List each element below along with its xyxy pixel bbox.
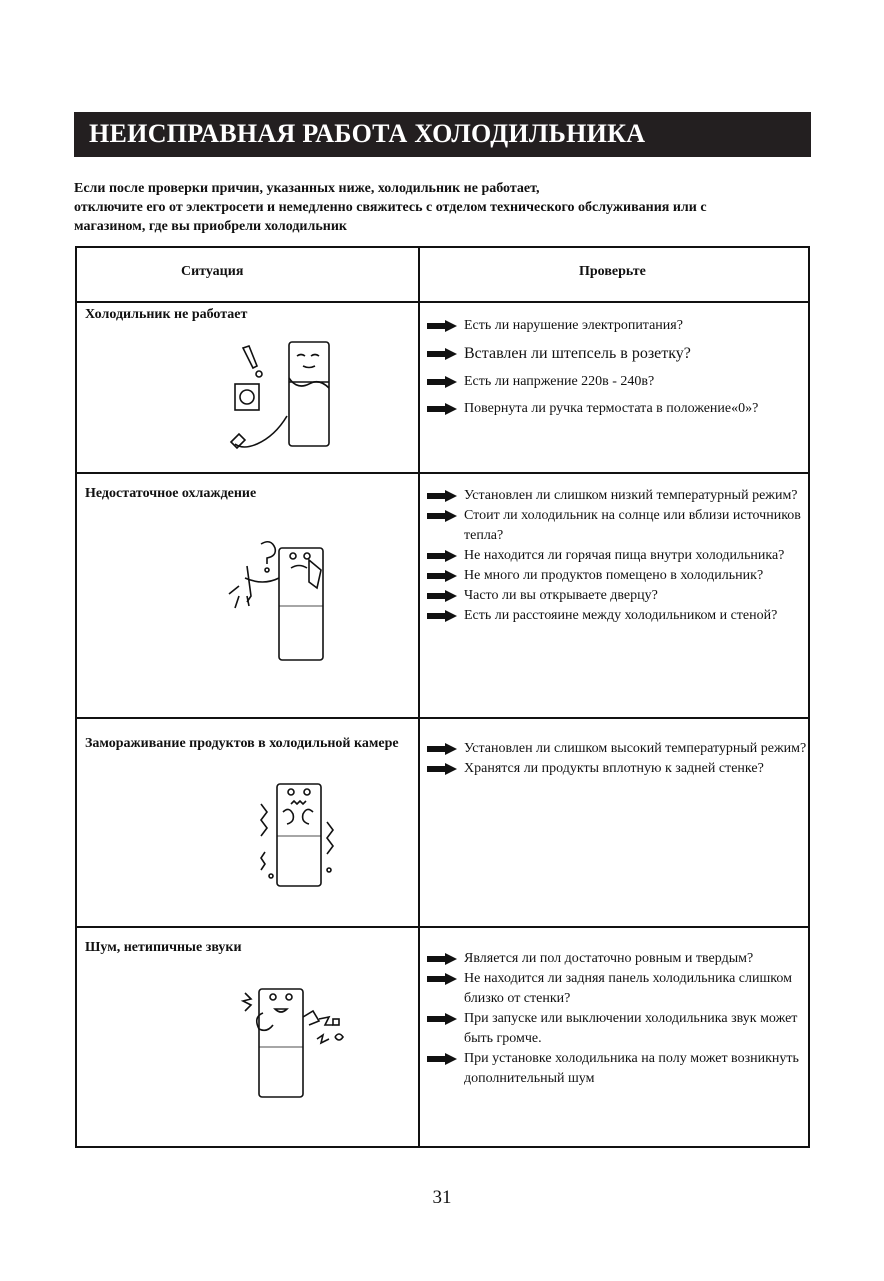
arrow-right-icon [427,570,457,582]
row-divider [77,472,808,474]
check-item [427,606,807,626]
check-text: Часто ли вы открываете дверцу? [464,588,658,603]
situation-label: Холодильник не работает [85,307,248,322]
arrow-right-icon [427,320,457,332]
arrow-right-icon [427,403,457,415]
arrow-right-icon [427,510,457,522]
check-item [427,486,807,506]
arrow-right-icon [427,973,457,985]
page-title: НЕИСПРАВНАЯ РАБОТА ХОЛОДИЛЬНИКА [89,119,646,148]
check-list [427,316,807,419]
check-text: Не много ли продуктов помещено в холодильник? [464,568,764,583]
overheated-fridge-illustration [225,538,335,663]
check-text: Является ли пол достаточно ровным и твердым? [464,951,754,966]
check-item [427,372,807,392]
arrow-right-icon [427,348,457,360]
intro-line: отключите его от электросети и немедленно свяжитесь с отделом технического обслуживания или с [74,200,707,215]
check-item [427,949,807,969]
noisy-fridge-illustration [237,983,357,1103]
check-item [427,739,807,759]
header-check: Проверьте [579,264,646,279]
check-item [427,969,807,1009]
check-text: Установлен ли слишком высокий температурный режим? [464,741,807,756]
arrow-right-icon [427,763,457,775]
check-text: Повернута ли ручка термостата в положение«0»? [464,401,759,416]
freezing-fridge-illustration [253,778,343,890]
check-text: Установлен ли слишком низкий температурный режим? [464,488,798,503]
arrow-right-icon [427,1053,457,1065]
situation-label: Замораживание продуктов в холодильной камере [85,736,399,751]
column-divider [418,248,420,1146]
situation-label: Недостаточное охлаждение [85,486,257,501]
check-text: Есть ли нарушение электропитания? [464,318,683,333]
check-list [427,949,807,1089]
check-item [427,566,807,586]
arrow-right-icon [427,743,457,755]
arrow-right-icon [427,550,457,562]
title-bar [74,112,811,157]
check-item [427,506,807,546]
check-text: Хранятся ли продукты вплотную к задней стенке? [464,761,764,776]
intro-line: магазином, где вы приобрели холодильник [74,219,347,234]
check-text: При установке холодильника на полу может возникнуть дополнительный шум [464,1051,799,1086]
check-text: Не находится ли горячая пища внутри холодильника? [464,548,785,563]
page-number: 31 [432,1187,452,1208]
check-list [427,739,807,779]
row-divider [77,301,808,303]
check-text: Стоит ли холодильник на солнце или вблизи источников тепла? [464,508,801,543]
check-text: Есть ли напржение 220в - 240в? [464,374,655,389]
check-text: Не находится ли задняя панель холодильника слишком близко от стенки? [464,971,792,1006]
situation-label: Шум, нетипичные звуки [85,940,242,955]
row-divider [77,717,808,719]
check-item [427,546,807,566]
arrow-right-icon [427,953,457,965]
troubleshooting-table [75,246,810,1148]
check-text: При запуске или выключении холодильника звук может быть громче. [464,1011,798,1046]
intro-paragraph [74,179,814,236]
check-item [427,1049,807,1089]
arrow-right-icon [427,610,457,622]
check-item [427,1009,807,1049]
check-item [427,586,807,606]
arrow-right-icon [427,490,457,502]
unplugged-fridge-illustration [217,336,337,456]
check-text: Есть ли расстояине между холодильником и стеной? [464,608,778,623]
check-item [427,344,807,364]
arrow-right-icon [427,1013,457,1025]
intro-line: Если после проверки причин, указанных ниже, холодильник не работает, [74,181,540,196]
check-text: Вставлен ли штепсель в розетку? [464,345,691,362]
header-situation: Ситуация [181,264,244,279]
check-item [427,759,807,779]
arrow-right-icon [427,590,457,602]
check-item [427,399,807,419]
check-list [427,486,807,626]
arrow-right-icon [427,376,457,388]
check-item [427,316,807,336]
row-divider [77,926,808,928]
